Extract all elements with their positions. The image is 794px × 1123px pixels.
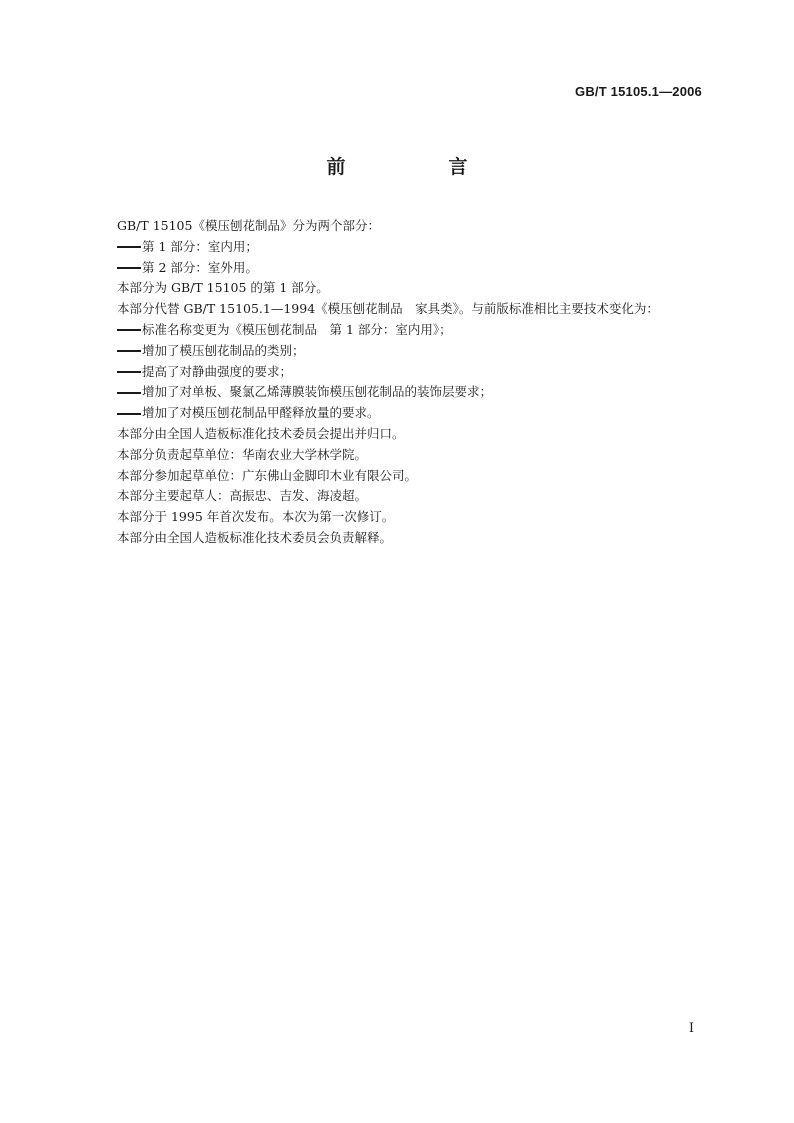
paragraph-intro — [117, 216, 717, 237]
paragraph-drafting-unit — [117, 445, 717, 466]
paragraph-text: 本部分负责起草单位：华南农业大学林学院。 — [117, 446, 368, 462]
paragraph-text: 本部分参加起草单位：广东佛山金脚印木业有限公司。 — [117, 467, 418, 483]
paragraph-part-statement — [117, 278, 717, 299]
dash-bullet-icon — [117, 392, 141, 394]
paragraph-replacement — [117, 299, 717, 320]
list-item-change-formaldehyde — [117, 403, 717, 424]
list-item-change-strength — [117, 362, 717, 383]
section-title-foreword: 前 言 — [326, 156, 510, 178]
dash-bullet-icon — [117, 267, 141, 269]
dash-bullet-icon — [117, 413, 141, 415]
paragraph-proposed-by — [117, 424, 717, 445]
dash-bullet-icon — [117, 246, 141, 248]
paragraph-drafters — [117, 486, 717, 507]
list-item-text: 第 2 部分：室外用。 — [142, 259, 258, 275]
dash-bullet-icon — [117, 350, 141, 352]
paragraph-history — [117, 507, 717, 528]
paragraph-text: 本部分为 GB/T 15105 的第 1 部分。 — [117, 280, 329, 296]
list-item-text: 增加了对模压刨花制品甲醛释放量的要求。 — [142, 405, 380, 421]
list-item-part-1 — [117, 237, 717, 258]
dash-bullet-icon — [117, 371, 141, 373]
list-item-text: 第 1 部分：室内用； — [142, 238, 258, 254]
list-item-part-2 — [117, 258, 717, 279]
list-item-text: 标准名称变更为《模压刨花制品 第 1 部分：室内用》； — [142, 321, 452, 337]
paragraph-text: 本部分主要起草人：高振忠、吉发、海凌超。 — [117, 488, 368, 504]
paragraph-text: 本部分由全国人造板标准化技术委员会提出并归口。 — [117, 425, 405, 441]
list-item-change-category — [117, 341, 717, 362]
list-item-text: 提高了对静曲强度的要求； — [142, 363, 293, 379]
page-number: I — [688, 1021, 694, 1036]
dash-bullet-icon — [117, 329, 141, 331]
paragraph-participating-unit — [117, 466, 717, 487]
paragraph-interpretation — [117, 528, 717, 549]
list-item-text: 增加了模压刨花制品的类别； — [142, 342, 305, 358]
standard-number-header: GB/T 15105.1—2006 — [575, 84, 702, 99]
paragraph-text: 本部分代替 GB/T 15105.1—1994《模压刨花制品 家具类》。与前版标准相比主要技术变化为： — [117, 301, 659, 317]
list-item-change-name — [117, 320, 717, 341]
paragraph-text: GB/T 15105《模压刨花制品》分为两个部分： — [117, 218, 380, 233]
list-item-text: 增加了对单板、聚氯乙烯薄膜装饰模压刨花制品的装饰层要求； — [142, 384, 493, 400]
paragraph-text: 本部分由全国人造板标准化技术委员会负责解释。 — [117, 529, 393, 545]
paragraph-text: 本部分于 1995 年首次发布。本次为第一次修订。 — [117, 509, 395, 525]
list-item-change-decorative — [117, 382, 717, 403]
foreword-body — [117, 216, 717, 549]
